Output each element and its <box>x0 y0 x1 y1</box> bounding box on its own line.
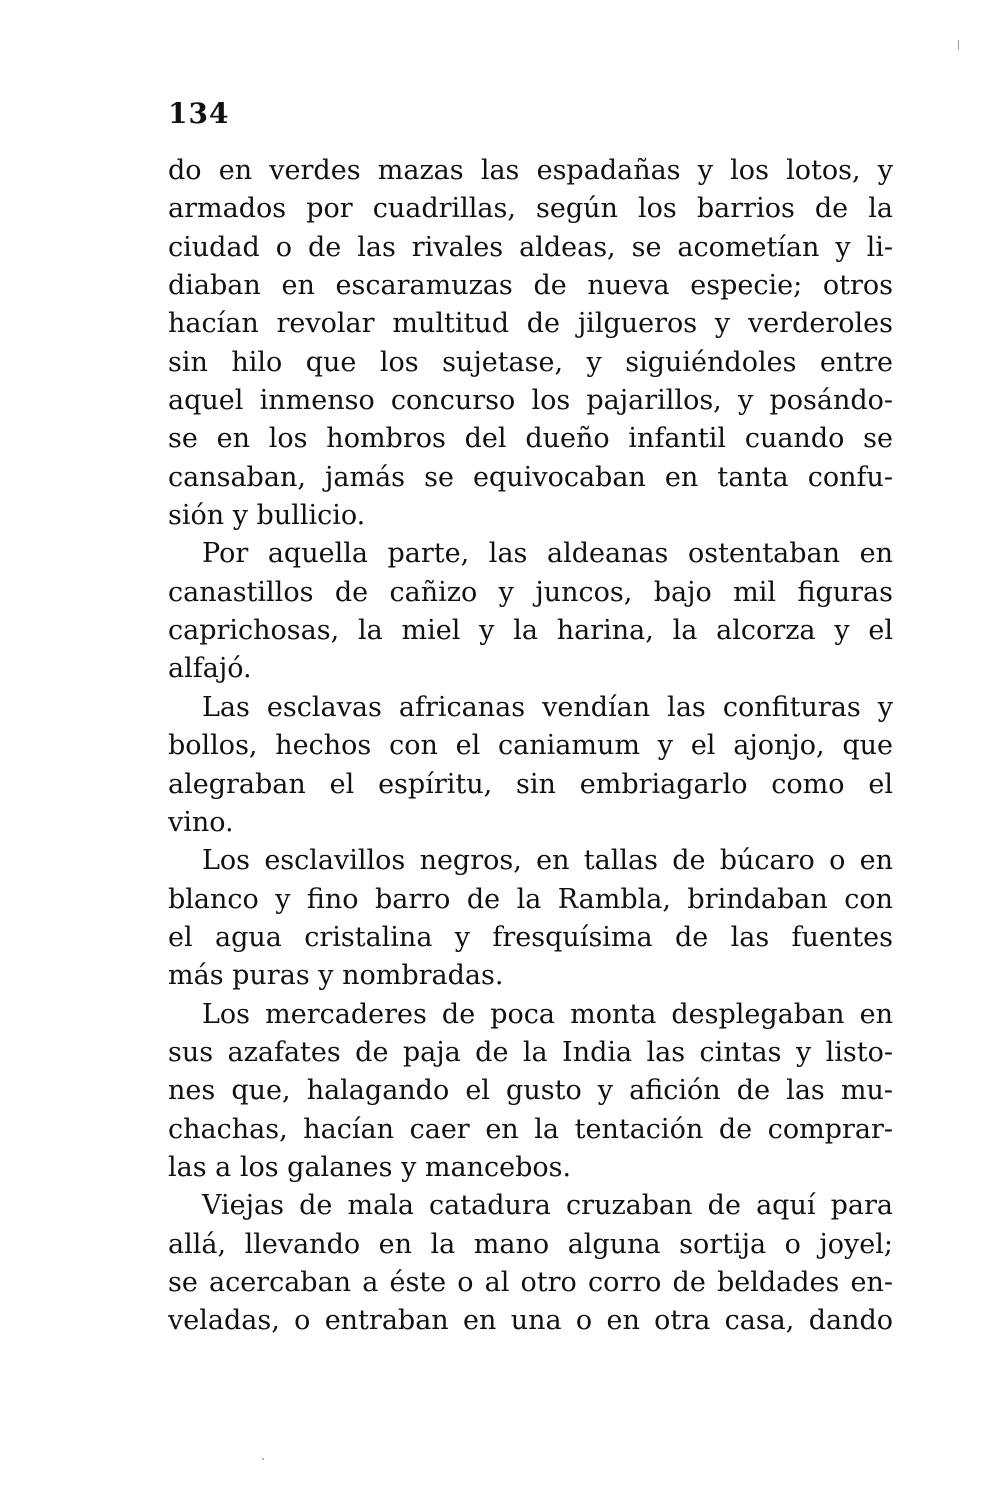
text-line: veladas, o entraban en una o en otra casa, dando <box>168 1305 893 1337</box>
text-line: allá, llevando en la mano alguna sortija o joyel; <box>168 1228 893 1260</box>
page-number: 134 <box>168 97 230 130</box>
text-line: se acercaban a éste o al otro corro de beldades en- <box>168 1266 893 1298</box>
text-line: do en verdes mazas las espadañas y los lotos, y <box>168 155 893 186</box>
text-line: hacían revolar multitud de jilgueros y verderoles <box>168 308 893 340</box>
text-line: alfajó. <box>168 653 252 685</box>
body-text <box>168 152 893 1341</box>
text-line: se en los hombros del dueño infantil cuando se <box>168 423 893 455</box>
text-line: aquel inmenso concurso los pajarillos, y posándo- <box>168 385 893 417</box>
text-line: canastillos de cañizo y juncos, bajo mil figuras <box>168 576 893 608</box>
text-line: vino. <box>168 806 234 838</box>
text-line: sión y bullicio. <box>168 500 366 532</box>
text-line: blanco y fino barro de la Rambla, brindaban con <box>168 883 893 915</box>
text-line: más puras y nombradas. <box>168 960 504 992</box>
text-line: Viejas de mala catadura cruzaban de aquí para <box>202 1190 893 1222</box>
text-line: caprichosas, la miel y la harina, la alcorza y el <box>168 615 893 647</box>
text-line: chachas, hacían caer en la tentación de comprar- <box>168 1113 893 1145</box>
text-line: Las esclavas africanas vendían las confituras y <box>202 691 893 723</box>
text-line: alegraban el espíritu, sin embriagarlo como el <box>168 768 893 800</box>
scan-speck <box>958 40 959 50</box>
text-line: armados por cuadrillas, según los barrios de la <box>168 193 893 225</box>
text-line: Por aquella parte, las aldeanas ostentaban en <box>202 538 893 570</box>
scan-speck <box>262 1458 264 1460</box>
text-line: ciudad o de las rivales aldeas, se acometían y li- <box>168 231 893 263</box>
text-line: sus azafates de paja de la India las cintas y listo- <box>168 1036 893 1068</box>
text-line: Los esclavillos negros, en tallas de búcaro o en <box>202 845 893 877</box>
text-line: diaban en escaramuzas de nueva especie; otros <box>168 270 893 302</box>
text-line: Los mercaderes de poca monta desplegaban en <box>202 998 893 1030</box>
text-line: cansaban, jamás se equivocaban en tanta confu- <box>168 461 893 493</box>
text-line: sin hilo que los sujetase, y siguiéndoles entre <box>168 346 893 378</box>
text-line: bollos, hechos con el caniamum y el ajonjo, que <box>168 730 893 762</box>
text-line: el agua cristalina y fresquísima de las fuentes <box>168 921 893 953</box>
text-line: las a los galanes y mancebos. <box>168 1151 572 1183</box>
text-line: nes que, halagando el gusto y afición de las mu- <box>168 1075 893 1107</box>
